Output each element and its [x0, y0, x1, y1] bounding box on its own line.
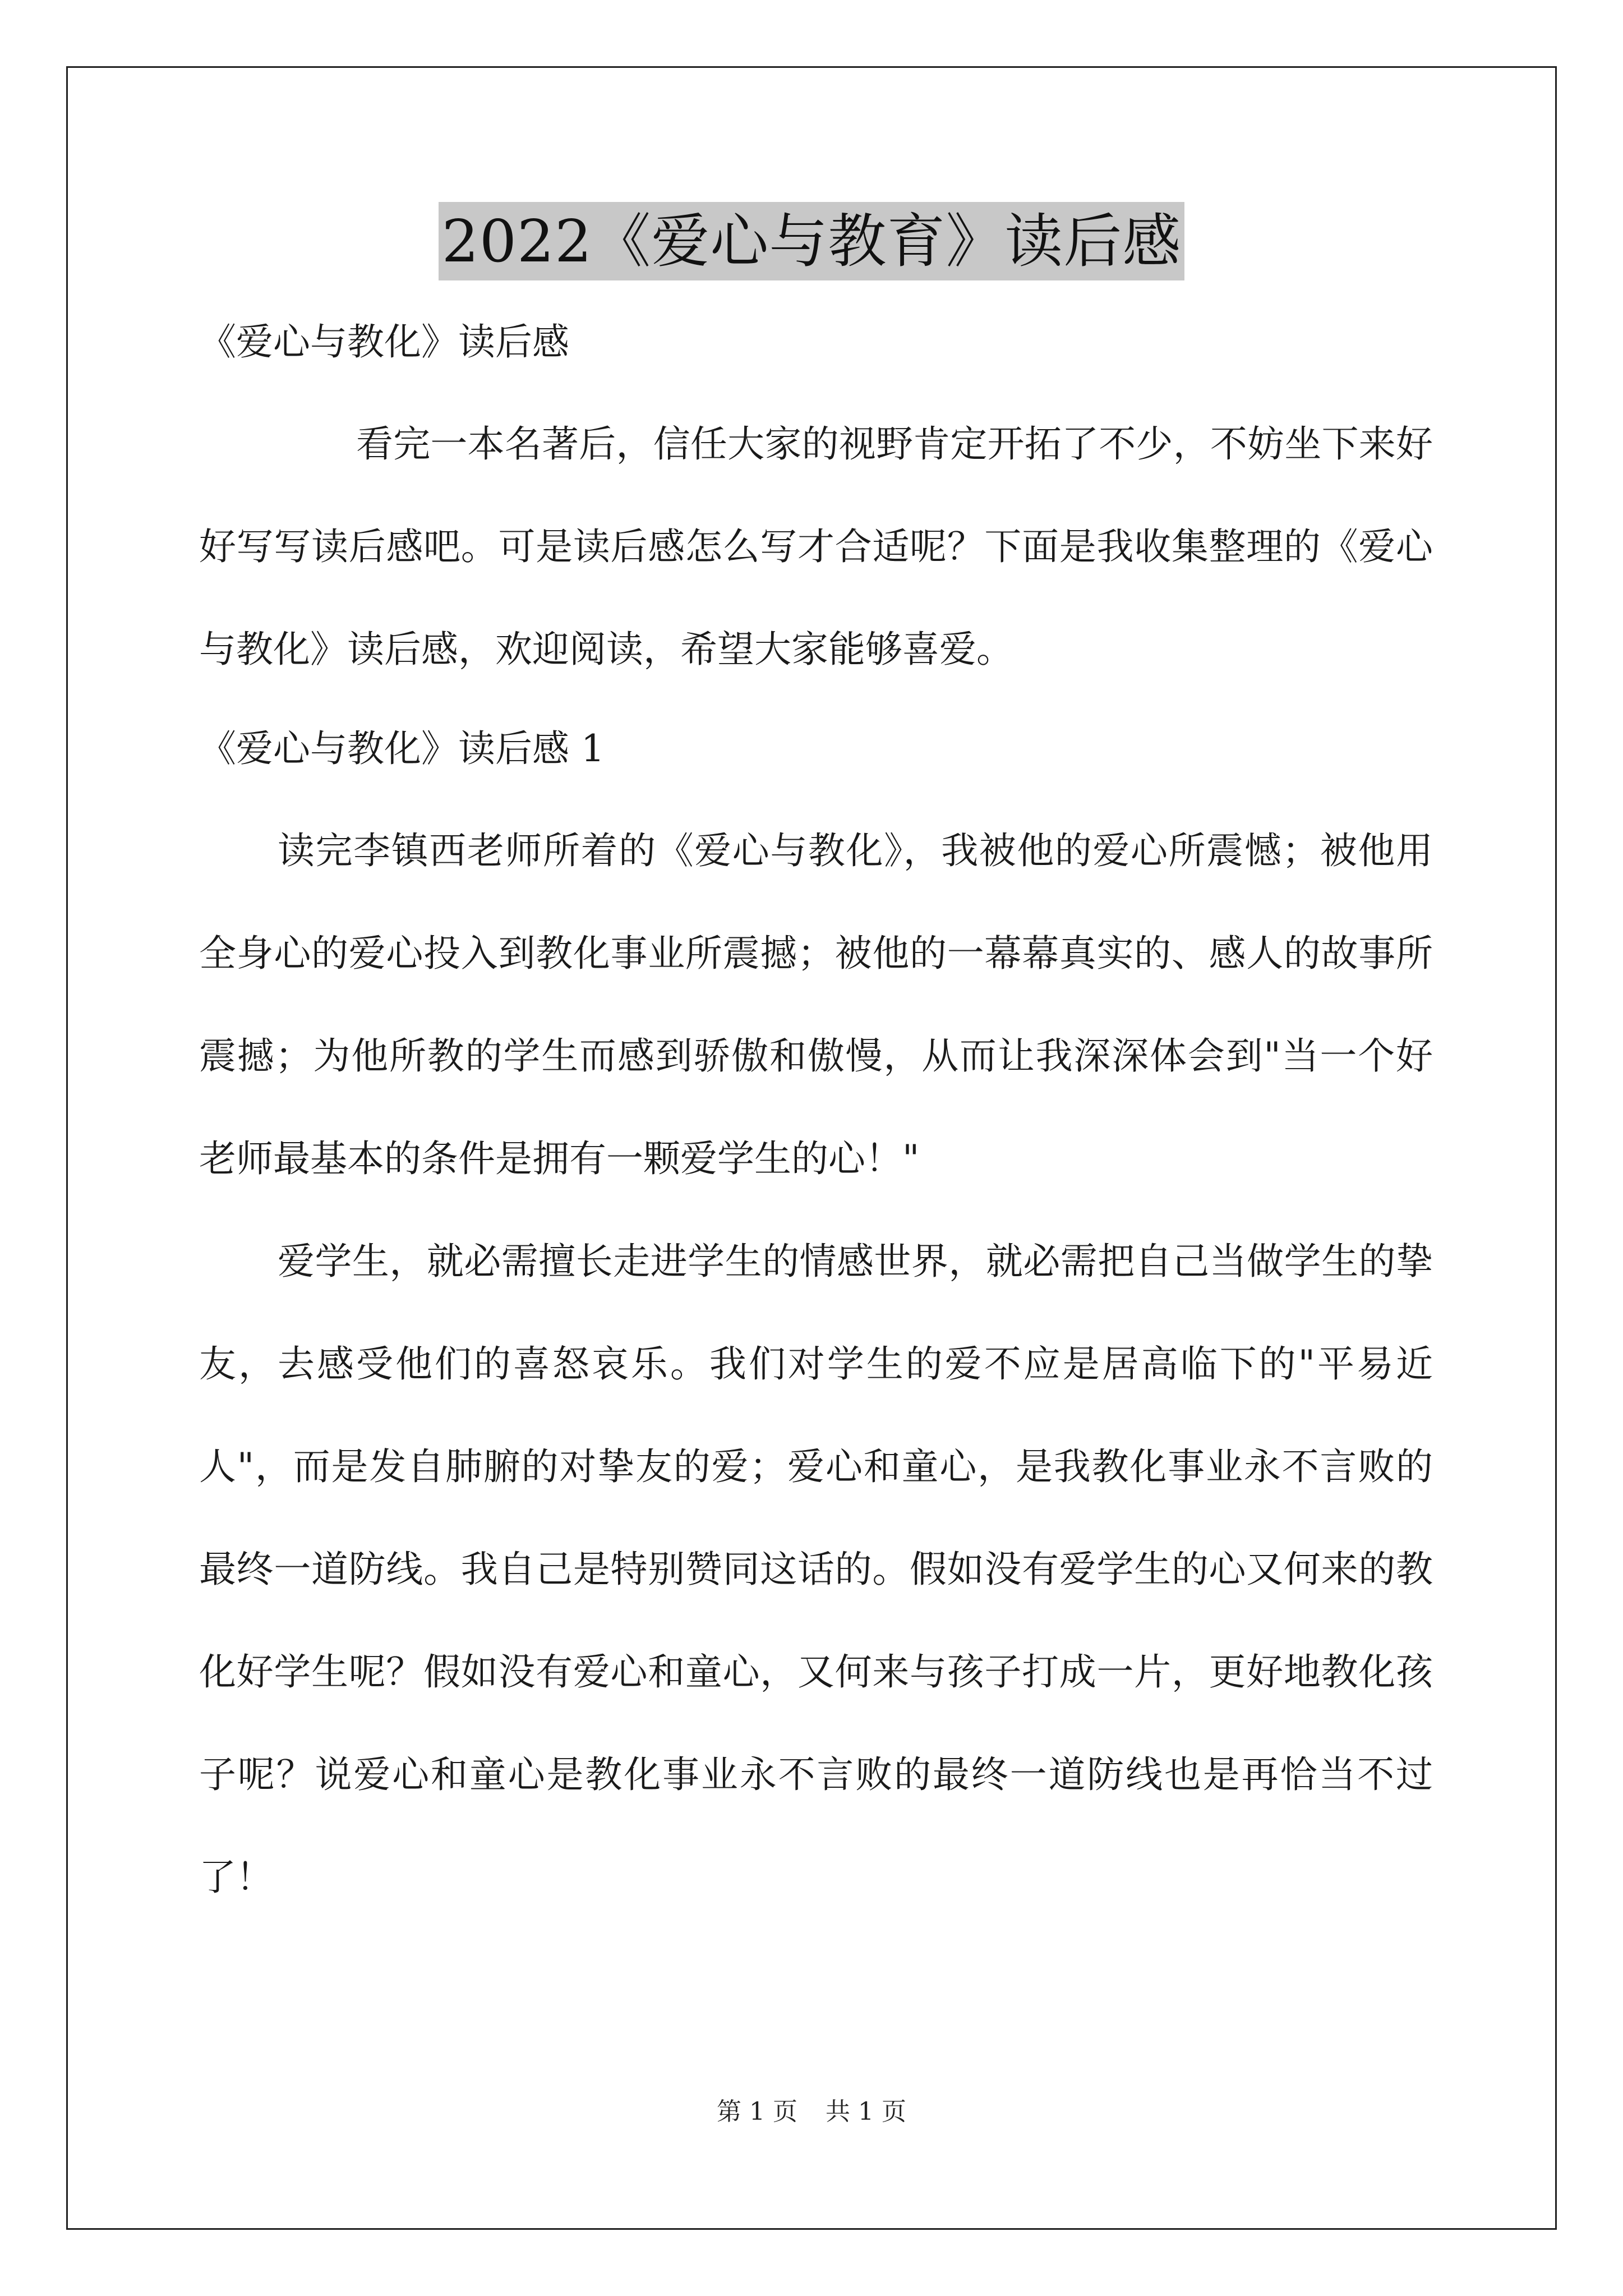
- page-footer: [0, 2095, 1623, 2129]
- title-container: [0, 202, 1623, 280]
- page-total: 共 1 页: [826, 2097, 906, 2126]
- document-title: 2022《爱心与教育》读后感: [439, 202, 1185, 280]
- intro-paragraph: 看完一本名著后，信任大家的视野肯定开拓了不少，不妨坐下来好好写写读后感吧。可是读后感怎么写才合适呢？下面是我收集整理的《爱心与教化》读后感，欢迎阅读，希望大家能够喜爱。: [199, 422, 1433, 671]
- body-paragraph-2: 爱学生，就必需擅长走进学生的情感世界，就必需把自己当做学生的挚友，去感受他们的喜怒哀乐。我们对学生的爱不应是居高临下的"平易近人"，而是发自肺腑的对挚友的爱；爱心和童心，是我教化事业永不言败的最终一道防线。我自己是特别赞同这话的。假如没有爱学生的心又何来的教化好学生呢？假如没有爱心和童心，又何来与孩子打成一片，更好地教化孩子呢？说爱心和童心是教化事业永不言败的最终一道防线也是再恰当不过了！: [199, 1240, 1433, 1899]
- document-body: [199, 314, 1433, 1929]
- body-paragraph-1: 读完李镇西老师所着的《爱心与教化》，我被他的爱心所震憾；被他用全身心的爱心投入到教化事业所震撼；被他的一幕幕真实的、感人的故事所震撼；为他所教的学生而感到骄傲和傲慢，从而让我深深体会到"当一个好老师最基本的条件是拥有一颗爱学生的心！": [199, 829, 1433, 1180]
- section-heading-1: 《爱心与教化》读后感 1: [199, 727, 605, 770]
- page-number: 第 1 页: [717, 2097, 797, 2126]
- section-heading: 《爱心与教化》读后感: [199, 320, 569, 364]
